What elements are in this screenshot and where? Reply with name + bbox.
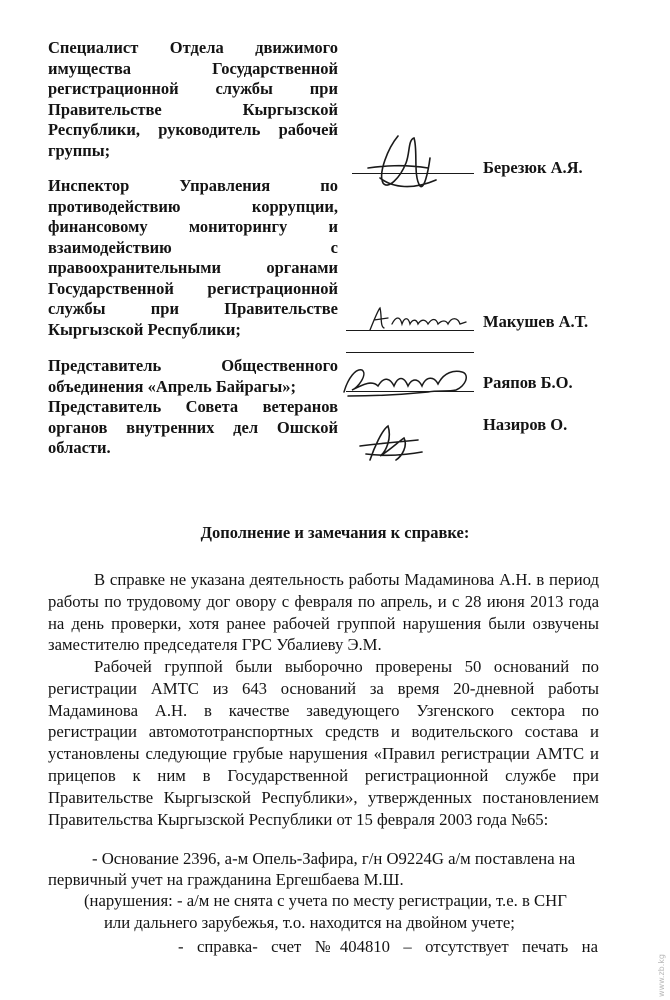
paragraph-2-text: Рабочей группой были выборочно проверены 50 оснований по регистрации АМТС из 643 оснований за время 20-дневной работы Мадаминова А.Н. в качестве заведующего Узгенского сектора по регистрации автомототранспортных средств и водительского состава и установлены следующие грубые нарушения «Правил регистрации АМТС и прицепов к ним в Государственной регистрационной службе при Правительстве Кыргызской Республики», утвержденных постановлением Правительства Кыргызской Республики от 15 февраля 2003 года №65: — [48, 657, 599, 829]
section-heading: Дополнение и замечания к справке: — [200, 523, 470, 542]
signature-line-2b — [346, 352, 474, 353]
signature-3-icon — [338, 362, 488, 402]
signature-1-icon — [358, 128, 468, 198]
signature-2-icon — [362, 302, 477, 338]
signatory-role-1: Специалист Отдела движимого имущества Государственной регистрационной службы при Правительстве Кыргызской Республики, руководитель рабочей группы; — [48, 38, 338, 160]
signatory-name-2: Макушев А.Т. — [483, 312, 589, 331]
site-watermark: www.zb.kg — [657, 954, 666, 997]
signature-line-3 — [346, 391, 474, 392]
paragraph-1 — [48, 569, 599, 656]
invoice-line: - справка- счет №404810 – отсутствует печать на — [178, 937, 598, 956]
signatory-role-3: Представитель Общественного объединения «Апрель Байрагы»; — [48, 356, 338, 396]
signature-4-icon — [352, 420, 432, 468]
paragraph-1-text: В справке не указана деятельность работы Мадаминова А.Н. в период работы по трудовому дог овору с февраля по апрель, и с 28 июня 2013 года на день проверки, хотя ранее рабочей группой нарушения были озвучены заместителю председателя ГРС Убалиеву Э.М. — [48, 570, 599, 655]
paragraph-2 — [48, 656, 599, 830]
signatory-name-1: Березюк А.Я. — [483, 158, 583, 177]
signature-line-2 — [346, 330, 474, 331]
signatory-name-3: Раяпов Б.О. — [483, 373, 573, 392]
signatory-role-4: Представитель Совета ветеранов органов внутренних дел Ошской области. — [48, 397, 338, 457]
item-line-2: первичный учет на гражданина Ергешбаева М.Ш. — [48, 870, 404, 889]
signatory-role-2: Инспектор Управления по противодействию коррупции, финансовому мониторингу и взаимодействию с правоохранительными органами Государственной регистрационной службы при Правительстве Кыргызской Республики; — [48, 176, 338, 339]
violation-line-2: или дальнего зарубежья, т.о. находится на двойном учете; — [104, 913, 515, 932]
item-line-1: - Основание 2396, а-м Опель-Зафира, г/н O9224G а/м поставлена на — [92, 849, 576, 868]
violation-line-1: (нарушения: - а/м не снята с учета по месту регистрации, т.е. в СНГ — [84, 891, 567, 910]
signatory-name-4: Назиров О. — [483, 415, 568, 434]
signature-line-1 — [352, 173, 474, 174]
